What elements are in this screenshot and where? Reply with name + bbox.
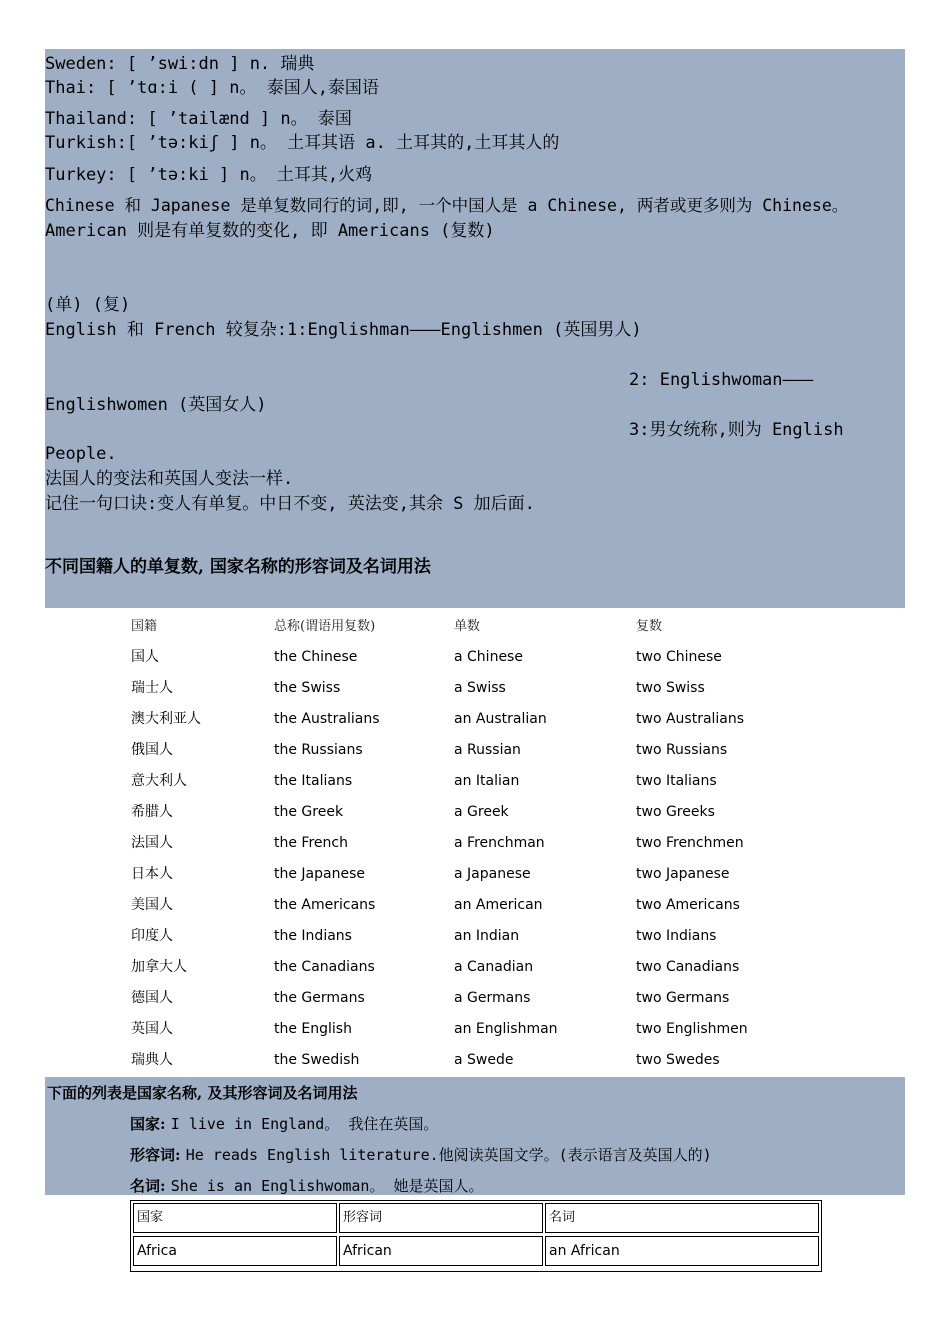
cell-singular: a Swede bbox=[454, 1052, 514, 1068]
cell-collective: the Germans bbox=[274, 990, 365, 1006]
table-row bbox=[131, 1234, 821, 1269]
cell-nationality: 国人 bbox=[131, 649, 159, 665]
table-row bbox=[131, 861, 831, 891]
cell-plural: two Americans bbox=[636, 897, 740, 913]
adjective-example: He reads English literature.他阅读英国文学。(表示语言及英国人的) bbox=[185, 1146, 712, 1164]
table-row bbox=[131, 737, 831, 767]
cell-collective: the Swedish bbox=[274, 1052, 360, 1068]
cell-collective: the Chinese bbox=[274, 649, 358, 665]
cell-noun: an African bbox=[545, 1236, 819, 1266]
cell-nationality: 美国人 bbox=[131, 897, 173, 913]
cell-nationality: 俄国人 bbox=[131, 742, 173, 758]
note-line-turkey: Turkey: [ ’tə:ki ] n。 土耳其,火鸡 bbox=[45, 165, 373, 185]
noun-example: She is an Englishwoman。 她是英国人。 bbox=[170, 1177, 484, 1195]
cell-nationality: 意大利人 bbox=[131, 773, 187, 789]
note-line-sweden: Sweden: [ ’swi:dn ] n. 瑞典 bbox=[45, 54, 315, 74]
note-line-turkish: Turkish:[ ’tə:kiʃ ] n。 土耳其语 a. 土耳其的,土耳其人的 bbox=[45, 133, 560, 153]
cell-singular: an Englishman bbox=[454, 1021, 558, 1037]
adjective-label: 形容词: bbox=[130, 1146, 181, 1164]
cell-plural: two Australians bbox=[636, 711, 745, 727]
table-row bbox=[131, 830, 831, 860]
country-table-header bbox=[131, 1201, 821, 1236]
cell-nationality: 加拿大人 bbox=[131, 959, 187, 975]
cell-singular: a Chinese bbox=[454, 649, 523, 665]
header-collective: 总称(谓语用复数) bbox=[274, 619, 376, 634]
cell-plural: two Germans bbox=[636, 990, 730, 1006]
cell-plural: two Canadians bbox=[636, 959, 740, 975]
note-line-thai: Thai: [ ’tɑ:i ( ] n。 泰国人,泰国语 bbox=[45, 78, 379, 98]
cell-nationality: 法国人 bbox=[131, 835, 173, 851]
cell-collective: the French bbox=[274, 835, 348, 851]
cell-singular: a Canadian bbox=[454, 959, 534, 975]
cell-singular: a Japanese bbox=[454, 866, 531, 882]
table-row bbox=[131, 644, 831, 674]
table-header bbox=[131, 614, 831, 644]
usage-title: 下面的列表是国家名称, 及其形容词及名词用法 bbox=[47, 1084, 358, 1102]
note-line-englishwoman: 2: Englishwoman——— bbox=[629, 370, 814, 390]
header-plural: 复数 bbox=[636, 619, 663, 634]
cell-country: Africa bbox=[133, 1236, 337, 1266]
table-row bbox=[131, 768, 831, 798]
cell-nationality: 瑞典人 bbox=[131, 1052, 173, 1068]
note-line-englishwomen: Englishwomen (英国女人) bbox=[45, 395, 267, 415]
table-row bbox=[131, 675, 831, 705]
table-row bbox=[131, 1047, 831, 1077]
cell-nationality: 印度人 bbox=[131, 928, 173, 944]
cell-adjective: African bbox=[339, 1236, 543, 1266]
cell-plural: two Italians bbox=[636, 773, 717, 789]
cell-nationality: 德国人 bbox=[131, 990, 173, 1006]
table-row bbox=[131, 799, 831, 829]
note-line-chinese-japanese: Chinese 和 Japanese 是单复数同行的词,即, 一个中国人是 a Chinese, 两者或更多则为 Chinese。 bbox=[45, 196, 849, 215]
cell-plural: two Indians bbox=[636, 928, 717, 944]
table-row bbox=[131, 923, 831, 953]
cell-singular: an Indian bbox=[454, 928, 520, 944]
cell-nationality: 希腊人 bbox=[131, 804, 173, 820]
header-noun: 名词 bbox=[545, 1203, 819, 1233]
cell-collective: the Indians bbox=[274, 928, 352, 944]
note-line-people: People. bbox=[45, 444, 117, 464]
cell-collective: the Russians bbox=[274, 742, 363, 758]
cell-plural: two Japanese bbox=[636, 866, 730, 882]
table-row bbox=[131, 892, 831, 922]
cell-plural: two Chinese bbox=[636, 649, 722, 665]
cell-singular: a Germans bbox=[454, 990, 531, 1006]
cell-plural: two Frenchmen bbox=[636, 835, 744, 851]
note-line-english-french: English 和 French 较复杂:1:Englishman———Englishmen (英国男人) bbox=[45, 320, 642, 340]
cell-collective: the Americans bbox=[274, 897, 376, 913]
country-table bbox=[130, 1200, 822, 1272]
cell-singular: an American bbox=[454, 897, 543, 913]
cell-collective: the Canadians bbox=[274, 959, 375, 975]
cell-nationality: 日本人 bbox=[131, 866, 173, 882]
cell-nationality: 澳大利亚人 bbox=[131, 711, 201, 727]
cell-collective: the Swiss bbox=[274, 680, 341, 696]
note-line-mnemonic: 记住一句口诀:变人有单复。中日不变, 英法变,其余 S 加后面. bbox=[45, 494, 535, 514]
cell-plural: two Russians bbox=[636, 742, 728, 758]
header-singular: 单数 bbox=[454, 619, 481, 634]
usage-noun-line bbox=[130, 1175, 484, 1196]
section-heading: 不同国籍人的单复数, 国家名称的形容词及名词用法 bbox=[45, 557, 431, 577]
cell-plural: two Englishmen bbox=[636, 1021, 748, 1037]
cell-singular: a Russian bbox=[454, 742, 521, 758]
cell-singular: a Frenchman bbox=[454, 835, 545, 851]
table-row bbox=[131, 1016, 831, 1046]
header-country: 国家 bbox=[133, 1203, 337, 1233]
cell-collective: the English bbox=[274, 1021, 352, 1037]
table-row bbox=[131, 954, 831, 984]
note-line-french-rule: 法国人的变法和英国人变法一样. bbox=[45, 469, 294, 489]
cell-plural: two Swedes bbox=[636, 1052, 720, 1068]
cell-collective: the Australians bbox=[274, 711, 380, 727]
note-line-singular-plural: (单) (复) bbox=[45, 295, 131, 315]
cell-singular: an Italian bbox=[454, 773, 520, 789]
note-line-unisex: 3:男女统称,则为 English bbox=[629, 420, 844, 440]
cell-collective: the Japanese bbox=[274, 866, 365, 882]
table-row bbox=[131, 706, 831, 736]
cell-singular: an Australian bbox=[454, 711, 547, 727]
country-label: 国家: bbox=[130, 1115, 166, 1133]
header-adjective: 形容词 bbox=[339, 1203, 543, 1233]
cell-singular: a Greek bbox=[454, 804, 509, 820]
cell-plural: two Swiss bbox=[636, 680, 705, 696]
header-nationality: 国籍 bbox=[131, 619, 158, 634]
cell-collective: the Italians bbox=[274, 773, 353, 789]
cell-nationality: 瑞士人 bbox=[131, 680, 173, 696]
usage-country-line bbox=[130, 1113, 438, 1134]
cell-nationality: 英国人 bbox=[131, 1021, 173, 1037]
usage-adjective-line bbox=[130, 1144, 712, 1165]
noun-label: 名词: bbox=[130, 1177, 166, 1195]
country-example: I live in England。 我住在英国。 bbox=[170, 1115, 439, 1133]
table-row bbox=[131, 985, 831, 1015]
cell-singular: a Swiss bbox=[454, 680, 506, 696]
note-line-american: American 则是有单复数的变化, 即 Americans (复数) bbox=[45, 221, 495, 241]
note-line-thailand: Thailand: [ ’tailænd ] n。 泰国 bbox=[45, 109, 352, 129]
cell-plural: two Greeks bbox=[636, 804, 715, 820]
cell-collective: the Greek bbox=[274, 804, 344, 820]
